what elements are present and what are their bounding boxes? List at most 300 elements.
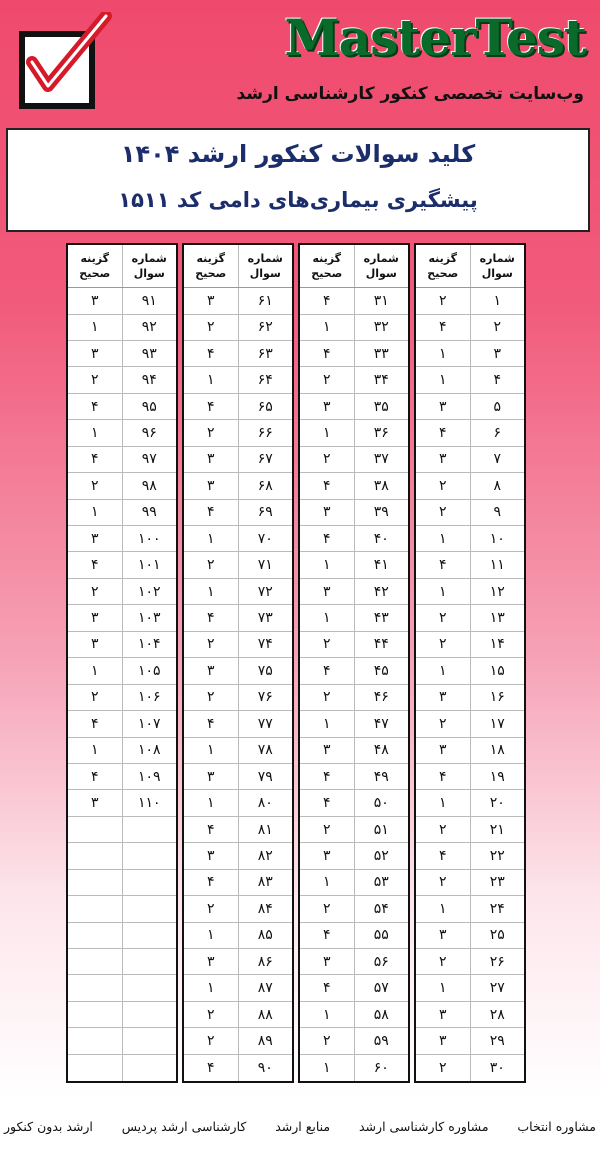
question-number: ۱۰۹ (137, 768, 161, 785)
correct-option: ۲ (184, 632, 239, 657)
correct-option: ۳ (184, 658, 239, 683)
correct-option: ۱ (416, 975, 471, 1000)
question-number: ۷۶ (257, 689, 273, 706)
table-row (184, 315, 292, 341)
table-row (184, 579, 292, 605)
correct-option: ۲ (416, 632, 471, 657)
table-row (300, 949, 408, 975)
table-row (300, 1002, 408, 1028)
question-number: ۵۳ (373, 874, 389, 891)
table-row (68, 500, 176, 526)
correct-option: ۲ (184, 685, 239, 710)
table-row (416, 711, 524, 737)
table-row (416, 500, 524, 526)
question-number: ۴۴ (373, 636, 389, 653)
question-number: ۳۸ (373, 477, 389, 494)
table-row (300, 790, 408, 816)
correct-option: ۲ (300, 1028, 355, 1053)
correct-option: ۴ (68, 447, 123, 472)
question-number (123, 1055, 177, 1081)
question-number: ۱۰۵ (137, 662, 161, 679)
question-number: ۴۲ (373, 583, 389, 600)
question-number: ۸۷ (257, 980, 273, 997)
question-number: ۹۹ (141, 504, 157, 521)
table-row (416, 1028, 524, 1054)
correct-option: ۴ (300, 526, 355, 551)
correct-option: ۳ (184, 288, 239, 313)
table-row (300, 658, 408, 684)
table-row (416, 367, 524, 393)
table-row (68, 632, 176, 658)
question-number: ۹۶ (141, 424, 157, 441)
table-row (416, 341, 524, 367)
table-row (300, 975, 408, 1001)
table-header-row (68, 245, 176, 288)
table-row (300, 896, 408, 922)
table-row (416, 394, 524, 420)
header-correct-option: گزینه صحیح (184, 245, 239, 287)
table-row (68, 447, 176, 473)
question-number: ۶۴ (257, 372, 273, 389)
question-number (123, 949, 177, 974)
table-row (68, 896, 176, 922)
question-number: ۶۸ (257, 477, 273, 494)
question-number: ۶۲ (257, 319, 273, 336)
question-number: ۱۰۷ (137, 715, 161, 732)
question-number (123, 923, 177, 948)
question-number: ۵۹ (373, 1033, 389, 1050)
correct-option: ۱ (416, 526, 471, 551)
correct-option: ۳ (300, 394, 355, 419)
question-number: ۷۰ (257, 530, 273, 547)
correct-option (68, 1055, 123, 1081)
answer-block (298, 243, 410, 1083)
table-row (300, 764, 408, 790)
correct-option: ۳ (416, 1028, 471, 1053)
question-number: ۵۰ (373, 795, 389, 812)
question-number: ۸۲ (257, 847, 273, 864)
question-number: ۲۷ (489, 980, 505, 997)
table-row (184, 420, 292, 446)
correct-option: ۱ (300, 552, 355, 577)
correct-option: ۴ (416, 552, 471, 577)
table-row (68, 817, 176, 843)
question-number: ۱۰۰ (137, 530, 161, 547)
question-number: ۹۱ (141, 292, 157, 309)
checkmark-logo-icon (14, 12, 114, 112)
table-row (68, 1002, 176, 1028)
table-row (184, 632, 292, 658)
correct-option: ۱ (184, 923, 239, 948)
correct-option: ۱ (300, 315, 355, 340)
question-number: ۷۷ (257, 715, 273, 732)
footer-link[interactable]: منابع ارشد (275, 1118, 331, 1134)
answer-key-table (66, 243, 526, 1083)
table-row (300, 738, 408, 764)
table-row (300, 632, 408, 658)
question-number: ۶ (493, 424, 502, 441)
question-number: ۲۵ (489, 927, 505, 944)
question-number: ۳۱ (373, 292, 389, 309)
table-row (184, 605, 292, 631)
table-row (416, 552, 524, 578)
correct-option: ۴ (184, 605, 239, 630)
correct-option: ۴ (300, 473, 355, 498)
question-number: ۱ (493, 292, 502, 309)
correct-option: ۴ (184, 1055, 239, 1081)
table-row (184, 975, 292, 1001)
correct-option: ۱ (300, 870, 355, 895)
table-row (68, 685, 176, 711)
correct-option: ۴ (184, 870, 239, 895)
correct-option: ۴ (300, 923, 355, 948)
correct-option: ۴ (300, 764, 355, 789)
question-number: ۵۷ (373, 980, 389, 997)
question-number: ۶۱ (257, 292, 273, 309)
question-number: ۸۴ (257, 900, 273, 917)
footer-link[interactable]: کارشناسی ارشد پردیس (121, 1118, 247, 1134)
correct-option: ۳ (184, 949, 239, 974)
question-number (123, 1002, 177, 1027)
table-row (68, 843, 176, 869)
table-header-row (416, 245, 524, 288)
correct-option: ۱ (184, 526, 239, 551)
header-question-number: شماره سوال (479, 252, 515, 281)
correct-option: ۴ (184, 500, 239, 525)
table-row (68, 1055, 176, 1081)
question-number: ۱۸ (489, 742, 505, 759)
table-row (184, 790, 292, 816)
question-number: ۸۹ (257, 1033, 273, 1050)
correct-option: ۱ (300, 420, 355, 445)
correct-option: ۲ (300, 632, 355, 657)
table-row (300, 288, 408, 314)
correct-option: ۳ (416, 923, 471, 948)
table-row (300, 605, 408, 631)
table-header-row (300, 245, 408, 288)
correct-option: ۲ (184, 552, 239, 577)
table-row (68, 923, 176, 949)
table-row (416, 526, 524, 552)
correct-option: ۲ (416, 949, 471, 974)
question-number: ۱۳ (489, 610, 505, 627)
table-row (184, 473, 292, 499)
table-row (184, 843, 292, 869)
correct-option: ۴ (300, 341, 355, 366)
question-number: ۹۵ (141, 398, 157, 415)
table-row (300, 870, 408, 896)
question-number: ۱۰۴ (137, 636, 161, 653)
correct-option: ۲ (68, 367, 123, 392)
correct-option (68, 975, 123, 1000)
question-number: ۷۵ (257, 662, 273, 679)
table-row (184, 447, 292, 473)
table-row (184, 1002, 292, 1028)
question-number: ۵۲ (373, 847, 389, 864)
correct-option: ۱ (300, 1055, 355, 1081)
question-number: ۶۵ (257, 398, 273, 415)
correct-option: ۲ (184, 896, 239, 921)
question-number: ۸۳ (257, 874, 273, 891)
question-number: ۸۶ (257, 953, 273, 970)
question-number: ۷۳ (257, 610, 273, 627)
page-title: کلید سوالات کنکور ارشد ۱۴۰۴ (120, 140, 476, 168)
question-number (123, 843, 177, 868)
header-question-number: شماره سوال (247, 252, 283, 281)
question-number (123, 870, 177, 895)
table-row (68, 764, 176, 790)
question-number: ۹۲ (141, 319, 157, 336)
question-number: ۸ (493, 477, 502, 494)
correct-option: ۳ (416, 738, 471, 763)
correct-option: ۴ (300, 288, 355, 313)
table-row (300, 1028, 408, 1054)
correct-option: ۴ (416, 420, 471, 445)
correct-option: ۴ (416, 843, 471, 868)
table-row (184, 817, 292, 843)
header-question-number: شماره سوال (363, 252, 399, 281)
table-row (68, 738, 176, 764)
question-number: ۷۴ (257, 636, 273, 653)
footer-links (0, 1106, 600, 1146)
table-row (416, 764, 524, 790)
site-tagline: وب‌سایت تخصصی کنکور کارشناسی ارشد (236, 84, 584, 104)
question-number: ۶۷ (257, 451, 273, 468)
correct-option: ۲ (300, 367, 355, 392)
footer-link[interactable]: ارشد بدون کنکور (4, 1118, 93, 1134)
table-row (416, 1002, 524, 1028)
question-number: ۴۸ (373, 742, 389, 759)
table-row (68, 605, 176, 631)
question-number: ۸۸ (257, 1006, 273, 1023)
correct-option: ۲ (184, 315, 239, 340)
question-number: ۳۴ (373, 372, 389, 389)
correct-option: ۳ (68, 632, 123, 657)
table-row (184, 394, 292, 420)
table-row (184, 288, 292, 314)
table-row (184, 500, 292, 526)
question-number: ۴۳ (373, 610, 389, 627)
question-number: ۹۳ (141, 345, 157, 362)
table-row (300, 579, 408, 605)
table-row (300, 367, 408, 393)
correct-option: ۳ (184, 843, 239, 868)
table-row (184, 923, 292, 949)
question-number: ۲۳ (489, 874, 505, 891)
question-number: ۱۷ (489, 715, 505, 732)
question-number: ۲۱ (489, 821, 505, 838)
header-correct-option: گزینه صحیح (416, 245, 471, 287)
correct-option: ۴ (416, 764, 471, 789)
correct-option: ۱ (416, 579, 471, 604)
question-number: ۲۲ (489, 847, 505, 864)
question-number: ۱۹ (489, 768, 505, 785)
table-row (68, 949, 176, 975)
correct-option: ۳ (68, 288, 123, 313)
correct-option: ۴ (184, 817, 239, 842)
table-row (68, 579, 176, 605)
question-number: ۸۵ (257, 927, 273, 944)
question-number: ۹۰ (257, 1059, 273, 1076)
table-row (68, 315, 176, 341)
table-row (300, 1055, 408, 1081)
correct-option: ۱ (416, 367, 471, 392)
table-row (300, 500, 408, 526)
correct-option: ۲ (300, 817, 355, 842)
table-row (416, 949, 524, 975)
correct-option: ۲ (184, 420, 239, 445)
correct-option: ۴ (300, 790, 355, 815)
correct-option: ۲ (184, 1002, 239, 1027)
correct-option: ۳ (184, 447, 239, 472)
correct-option: ۴ (68, 394, 123, 419)
question-number: ۱۰۳ (137, 610, 161, 627)
table-row (184, 870, 292, 896)
question-number: ۳۹ (373, 504, 389, 521)
answer-block (182, 243, 294, 1083)
correct-option (68, 870, 123, 895)
table-row (300, 394, 408, 420)
question-number: ۱۰۲ (137, 583, 161, 600)
correct-option: ۱ (300, 605, 355, 630)
table-row (416, 632, 524, 658)
question-number: ۸۰ (257, 795, 273, 812)
table-row (416, 817, 524, 843)
correct-option: ۳ (300, 579, 355, 604)
table-row (184, 685, 292, 711)
correct-option: ۲ (416, 288, 471, 313)
table-row (416, 658, 524, 684)
table-row (184, 764, 292, 790)
correct-option: ۴ (184, 394, 239, 419)
site-header (0, 0, 600, 122)
question-number: ۷۲ (257, 583, 273, 600)
correct-option: ۳ (300, 738, 355, 763)
question-number: ۵۴ (373, 900, 389, 917)
question-number: ۷ (493, 451, 502, 468)
question-number: ۹۴ (141, 372, 157, 389)
question-number: ۱۰۶ (137, 689, 161, 706)
question-number: ۹ (493, 504, 502, 521)
table-row (184, 711, 292, 737)
header-question-number: شماره سوال (131, 252, 167, 281)
answer-block (66, 243, 178, 1083)
question-number: ۱۱۰ (137, 795, 161, 812)
table-row (300, 341, 408, 367)
question-number: ۸۱ (257, 821, 273, 838)
page-subtitle: پیشگیری بیماری‌های دامی کد ۱۵۱۱ (118, 188, 478, 212)
footer-link[interactable]: مشاوره انتخاب (517, 1118, 596, 1134)
question-number: ۳۷ (373, 451, 389, 468)
correct-option: ۴ (184, 341, 239, 366)
question-number: ۷۱ (257, 557, 273, 574)
correct-option: ۳ (416, 1002, 471, 1027)
table-row (416, 790, 524, 816)
correct-option: ۳ (184, 473, 239, 498)
table-row (416, 685, 524, 711)
question-number: ۴۰ (373, 530, 389, 547)
correct-option: ۱ (416, 790, 471, 815)
table-row (300, 711, 408, 737)
correct-option: ۱ (184, 579, 239, 604)
correct-option: ۴ (416, 315, 471, 340)
correct-option: ۲ (184, 1028, 239, 1053)
correct-option: ۳ (300, 949, 355, 974)
question-number: ۲۶ (489, 953, 505, 970)
brand-logo-text[interactable]: MasterTest (284, 8, 586, 67)
question-number: ۱۴ (489, 636, 505, 653)
table-row (68, 394, 176, 420)
table-row (184, 1055, 292, 1081)
correct-option: ۳ (300, 843, 355, 868)
correct-option: ۳ (68, 790, 123, 815)
table-row (416, 473, 524, 499)
question-number: ۹۷ (141, 451, 157, 468)
correct-option: ۴ (68, 764, 123, 789)
table-row (184, 896, 292, 922)
correct-option: ۲ (416, 817, 471, 842)
correct-option: ۱ (184, 975, 239, 1000)
header-correct-option: گزینه صحیح (300, 245, 355, 287)
table-row (416, 447, 524, 473)
question-number: ۲۰ (489, 795, 505, 812)
correct-option (68, 817, 123, 842)
footer-link[interactable]: مشاوره کارشناسی ارشد (359, 1118, 489, 1134)
question-number: ۵۵ (373, 927, 389, 944)
correct-option: ۲ (68, 473, 123, 498)
question-number (123, 817, 177, 842)
question-number: ۹۸ (141, 477, 157, 494)
question-number: ۴۶ (373, 689, 389, 706)
correct-option: ۲ (416, 500, 471, 525)
correct-option: ۱ (416, 658, 471, 683)
correct-option: ۳ (68, 341, 123, 366)
table-row (300, 923, 408, 949)
question-number: ۱۰ (489, 530, 505, 547)
question-number: ۶۰ (373, 1059, 389, 1076)
question-number (123, 1028, 177, 1053)
correct-option (68, 896, 123, 921)
table-row (184, 658, 292, 684)
table-row (68, 367, 176, 393)
question-number: ۵۱ (373, 821, 389, 838)
question-number: ۳۰ (489, 1059, 505, 1076)
correct-option: ۴ (68, 711, 123, 736)
correct-option: ۲ (416, 473, 471, 498)
correct-option (68, 1002, 123, 1027)
correct-option: ۳ (184, 764, 239, 789)
table-row (68, 870, 176, 896)
correct-option: ۱ (416, 341, 471, 366)
correct-option: ۱ (68, 658, 123, 683)
table-row (300, 447, 408, 473)
table-row (416, 315, 524, 341)
correct-option: ۳ (416, 447, 471, 472)
correct-option (68, 923, 123, 948)
correct-option: ۱ (300, 711, 355, 736)
correct-option: ۳ (416, 685, 471, 710)
table-row (68, 288, 176, 314)
correct-option: ۱ (184, 790, 239, 815)
title-box (6, 128, 590, 232)
correct-option: ۲ (300, 896, 355, 921)
table-row (416, 870, 524, 896)
correct-option: ۱ (68, 738, 123, 763)
table-row (184, 552, 292, 578)
question-number: ۶۶ (257, 424, 273, 441)
question-number: ۱۱ (489, 557, 505, 574)
question-number: ۳ (493, 345, 502, 362)
